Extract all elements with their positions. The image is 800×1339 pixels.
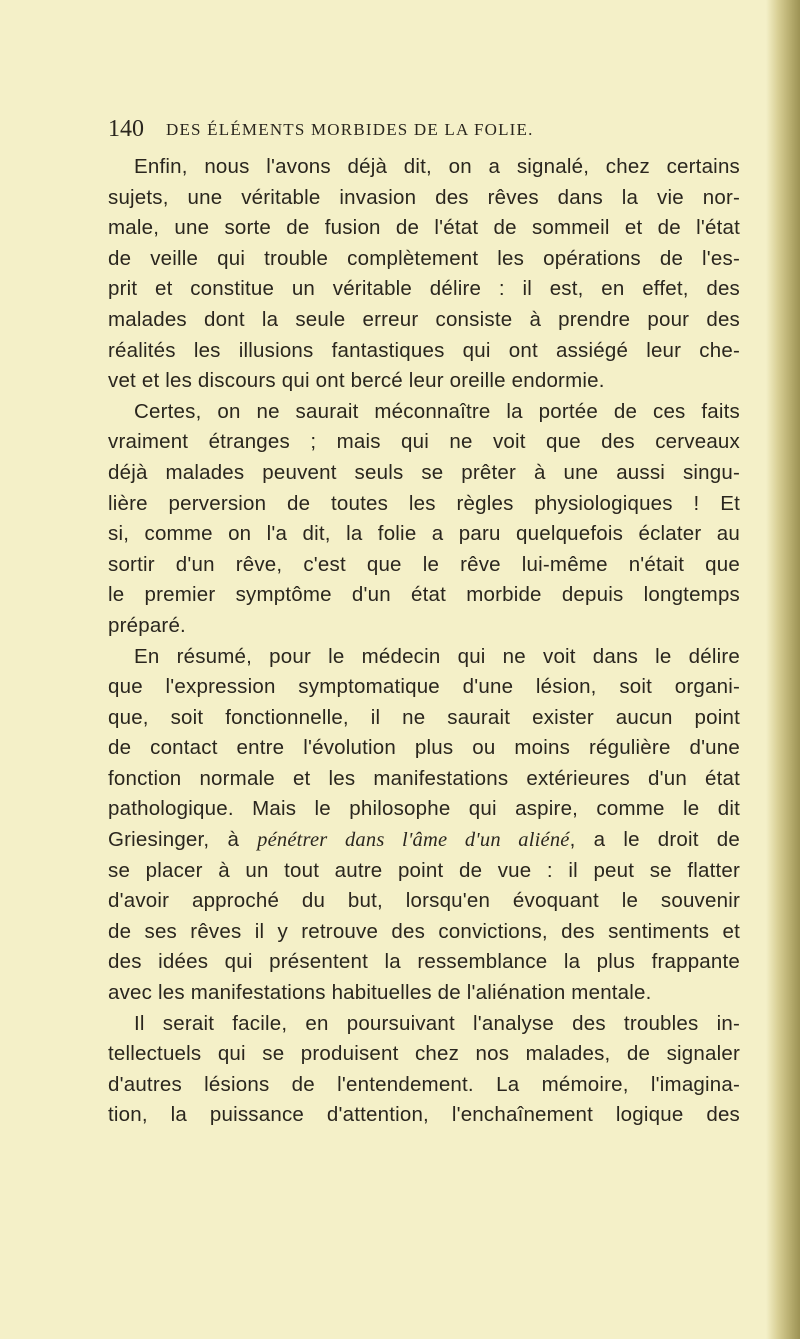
text-line: des idées qui présentent la ressemblance la plus frappante [108, 950, 740, 974]
text-line: Enfin, nous l'avons déjà dit, on a signalé, chez certains [134, 155, 740, 178]
text-line: tellectuels qui se produisent chez nos malades, de signaler [108, 1042, 740, 1066]
text-segment: Griesinger, à [108, 828, 258, 852]
text-line: Certes, on ne saurait méconnaître la portée de ces faits [134, 399, 740, 423]
page-body-text [108, 152, 740, 1131]
text-line: réalités les illusions fantastiques qui ont assiégé leur che- [108, 338, 740, 362]
text-line: Il serait facile, en poursuivant l'analyse des troubles in- [134, 1011, 740, 1035]
italic-quote: pénétrer dans l'âme d'un aliéné [257, 829, 570, 852]
text-line: déjà malades peuvent seuls se prêter à une aussi singu- [108, 460, 740, 484]
text-line: de ses rêves il y retrouve des convictions, des sentiments et [108, 919, 740, 943]
page-edge-shadow [766, 0, 800, 1339]
text-line: de contact entre l'évolution plus ou moins régulière d'une [108, 736, 740, 760]
text-line: vet et les discours qui ont bercé leur oreille endormie. [108, 369, 605, 393]
text-line: si, comme on l'a dit, la folie a paru quelquefois éclater au [108, 522, 740, 546]
text-line: préparé. [108, 613, 186, 637]
page-number: 140 [108, 116, 144, 142]
text-line: avec les manifestations habituelles de l'aliénation mentale. [108, 981, 652, 1005]
text-line: que l'expression symptomatique d'une lésion, soit organi- [108, 675, 740, 699]
text-line [108, 825, 740, 856]
text-line: sujets, une véritable invasion des rêves dans la vie nor- [108, 185, 740, 209]
text-line: fonction normale et les manifestations extérieures d'un état [108, 766, 740, 790]
text-line: d'autres lésions de l'entendement. La mémoire, l'imagina- [108, 1072, 740, 1096]
text-line: pathologique. Mais le philosophe qui aspire, comme le dit [108, 797, 740, 821]
page-header [108, 116, 728, 146]
text-line: le premier symptôme d'un état morbide depuis longtemps [108, 583, 740, 607]
text-line: prit et constitue un véritable délire : il est, en effet, des [108, 277, 740, 301]
text-line: sortir d'un rêve, c'est que le rêve lui-même n'était que [108, 552, 740, 576]
text-line: malades dont la seule erreur consiste à prendre pour des [108, 307, 740, 331]
text-line: d'avoir approché du but, lorsqu'en évoquant le souvenir [108, 889, 740, 913]
text-segment: , a le droit de [569, 828, 740, 852]
text-line: se placer à un tout autre point de vue : il peut se flatter [108, 858, 740, 882]
text-line: de veille qui trouble complètement les opérations de l'es- [108, 246, 740, 270]
text-line: lière perversion de toutes les règles physiologiques ! Et [108, 491, 740, 515]
text-line: En résumé, pour le médecin qui ne voit dans le délire [134, 644, 740, 668]
text-line: que, soit fonctionnelle, il ne saurait exister aucun point [108, 705, 740, 729]
text-line: tion, la puissance d'attention, l'enchaînement logique des [108, 1103, 740, 1127]
text-line: male, une sorte de fusion de l'état de sommeil et de l'état [108, 216, 740, 240]
running-title: DES ÉLÉMENTS MORBIDES DE LA FOLIE. [166, 120, 534, 139]
text-line: vraiment étranges ; mais qui ne voit que des cerveaux [108, 430, 740, 454]
